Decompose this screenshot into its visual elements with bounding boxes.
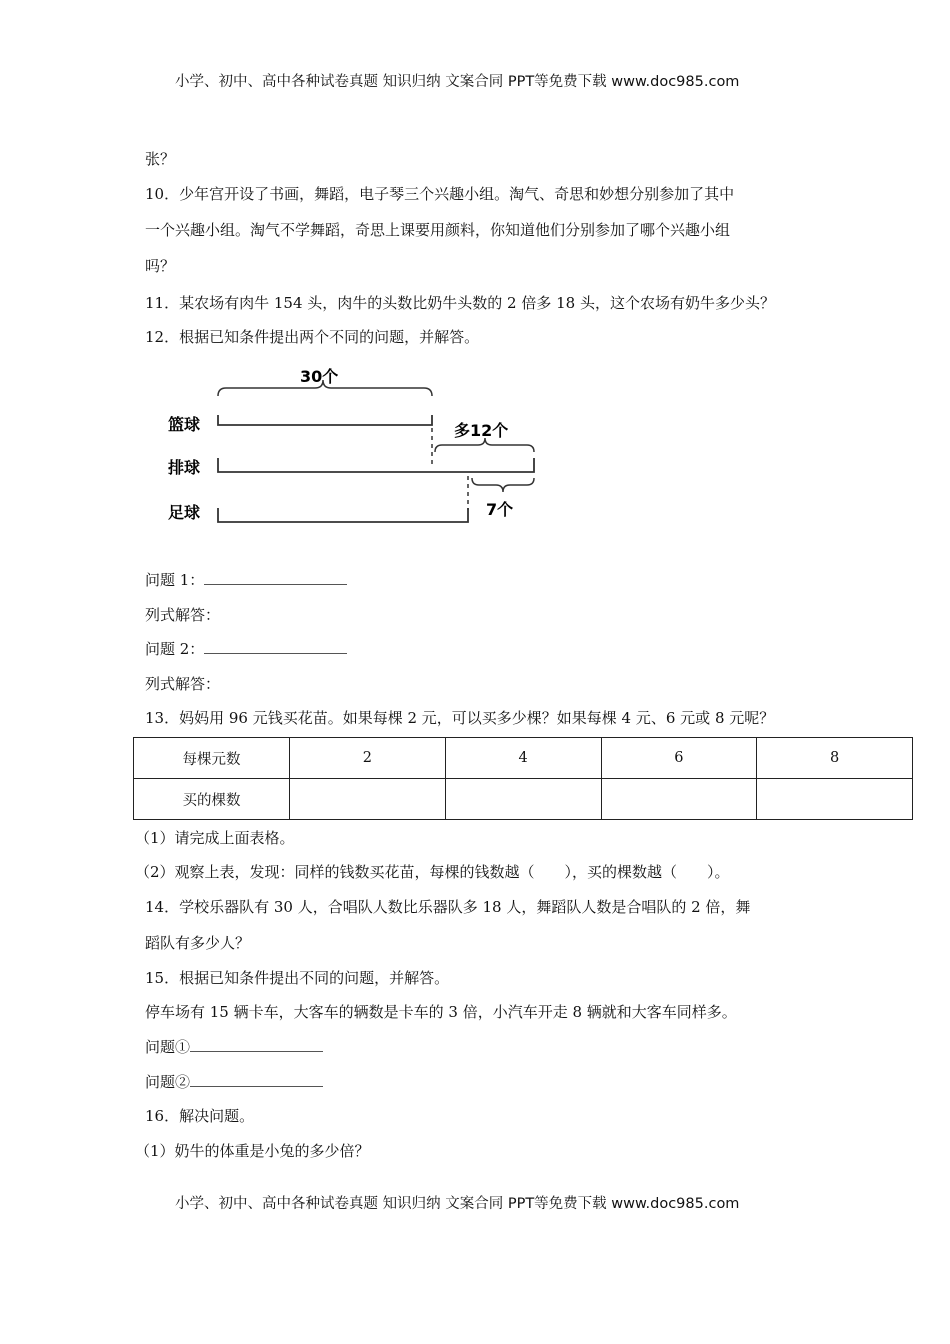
question-12-prompt-1: 问题 1：: [145, 569, 347, 590]
solution-label-2: 列式解答：: [145, 675, 221, 693]
volleyball-bar: [218, 458, 534, 472]
question-13-part-1: （1）请完成上面表格。: [135, 829, 295, 847]
bar-diagram: [160, 360, 550, 530]
table-header-cell: 买的棵数: [134, 779, 290, 820]
question-10: 10．少年宫开设了书画，舞蹈，电子琴三个兴趣小组。淘气、奇思和妙想分别参加了其中: [145, 185, 735, 203]
page-header: 小学、初中、高中各种试卷真题 知识归纳 文案合同 PPT等免费下载 www.doc985.com: [175, 74, 740, 90]
table-answer-cell[interactable]: [757, 779, 913, 820]
label-7: 7个: [486, 500, 514, 519]
brace-7-icon: [472, 478, 534, 492]
page-footer: 小学、初中、高中各种试卷真题 知识归纳 文案合同 PPT等免费下载 www.doc985.com: [175, 1196, 740, 1212]
question-14-cont: 蹈队有多少人？: [145, 934, 251, 952]
question-11: 11．某农场有肉牛 154 头，肉牛的头数比奶牛头数的 2 倍多 18 头，这个农场有奶牛多少头？: [145, 294, 775, 312]
label-basketball: 篮球: [168, 415, 201, 434]
question-13: 13．妈妈用 96 元钱买花苗。如果每棵 2 元，可以买多少棵？如果每棵 4 元、6 元或 8 元呢？: [145, 709, 775, 727]
table-cell: 2: [290, 738, 446, 779]
label-30: 30个: [300, 367, 339, 386]
brace-more12-icon: [435, 438, 534, 452]
table-row: [134, 779, 913, 820]
solution-label-1: 列式解答：: [145, 606, 221, 624]
question-10-cont: 吗？: [145, 257, 176, 275]
answer-blank-4[interactable]: [190, 1072, 323, 1087]
football-bar: [218, 508, 468, 522]
table-answer-cell[interactable]: [601, 779, 757, 820]
basketball-bar: [218, 415, 432, 425]
label-football: 足球: [168, 503, 201, 522]
question-16: 16．解决问题。: [145, 1107, 255, 1125]
label-more12: 多12个: [454, 421, 509, 440]
question-12: 12．根据已知条件提出两个不同的问题，并解答。: [145, 328, 480, 346]
question-14: 14．学校乐器队有 30 人，合唱队人数比乐器队多 18 人，舞蹈队人数是合唱队的 2 倍，舞: [145, 898, 751, 916]
answer-blank-1[interactable]: [204, 570, 347, 585]
question-15-prompt-2: 问题②: [145, 1071, 323, 1092]
answer-blank-2[interactable]: [204, 639, 347, 654]
question-15-text: 停车场有 15 辆卡车，大客车的辆数是卡车的 3 倍，小汽车开走 8 辆就和大客车同样多。: [145, 1003, 737, 1021]
table-cell: 4: [445, 738, 601, 779]
question-13-part-2: （2）观察上表，发现：同样的钱数买花苗，每棵的钱数越（ ），买的棵数越（ ）。: [135, 863, 730, 881]
table-header-cell: 每棵元数: [134, 738, 290, 779]
table-row: [134, 738, 913, 779]
table-cell: 8: [757, 738, 913, 779]
question-12-prompt-2: 问题 2：: [145, 638, 347, 659]
question-16-part-1: （1）奶牛的体重是小兔的多少倍？: [135, 1142, 370, 1160]
answer-blank-3[interactable]: [190, 1037, 323, 1052]
question-15-prompt-1: 问题①: [145, 1036, 323, 1057]
text-line: 张？: [145, 150, 176, 168]
price-table: [133, 737, 913, 820]
table-answer-cell[interactable]: [445, 779, 601, 820]
question-10-cont: 一个兴趣小组。淘气不学舞蹈，奇思上课要用颜料，你知道他们分别参加了哪个兴趣小组: [145, 221, 731, 239]
label-volleyball: 排球: [168, 458, 201, 477]
table-answer-cell[interactable]: [290, 779, 446, 820]
question-15: 15．根据已知条件提出不同的问题，并解答。: [145, 969, 450, 987]
table-cell: 6: [601, 738, 757, 779]
